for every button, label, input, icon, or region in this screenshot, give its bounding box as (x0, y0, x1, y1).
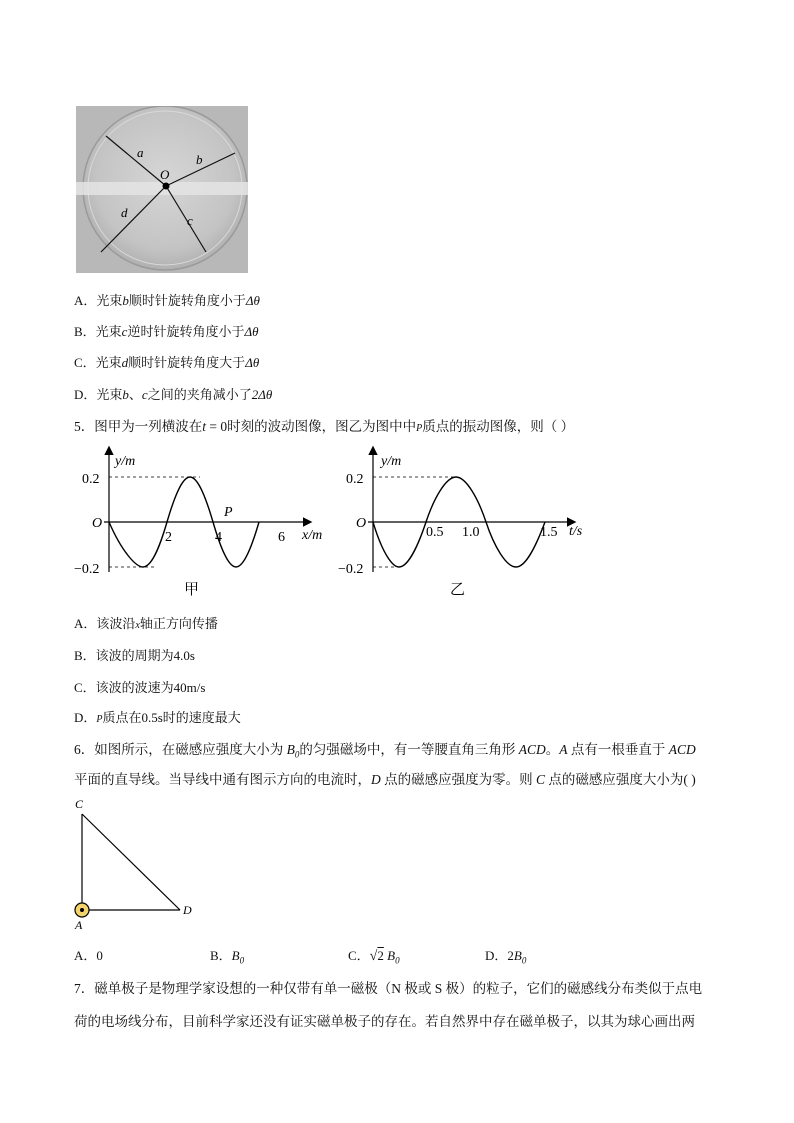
q5-option-d: D．P质点在0.5s时的速度最大 (74, 710, 241, 725)
point-o (163, 183, 170, 190)
q4-option-c: C．光束d顺时针旋转角度大于Δθ (74, 355, 260, 370)
origin-label: O (92, 516, 103, 531)
optics-photo (76, 106, 248, 273)
label-d: d (121, 205, 128, 220)
y-tick-bottom: −0.2 (338, 562, 364, 577)
label-o: O (160, 167, 170, 182)
y-tick-top: 0.2 (346, 472, 364, 487)
label-d: D (183, 903, 192, 917)
q6-option-b: B．$B_0$ (210, 948, 245, 966)
label-c: C (75, 797, 84, 811)
y-tick-bottom: −0.2 (74, 562, 100, 577)
t-tick: 1.5 (540, 525, 558, 540)
label-b: b (196, 152, 203, 167)
y-tick-top: 0.2 (82, 472, 100, 487)
q7-stem-line2: 荷的电场线分布，目前科学家还没有证实磁单极子的存在。若自然界中存在磁单极子，以其为球心画出两 (74, 1014, 695, 1029)
vibration-graph-right (338, 442, 608, 602)
q5-option-a: A．该波沿x轴正方向传播 (74, 616, 218, 631)
q5-option-c: C．该波的波速为40m/s (74, 680, 206, 695)
q5-stem: 5．图甲为一列横波在t = 0时刻的波动图像，图乙为图中中P质点的振动图像，则（ ） (74, 419, 575, 434)
point-p-label: P (224, 505, 233, 520)
label-c: c (187, 213, 193, 228)
glass-slab (76, 182, 248, 195)
q4-option-a: A．光束b顺时针旋转角度小于Δθ (74, 293, 260, 308)
caption-jia: 甲 (184, 582, 200, 598)
x-tick: 4 (215, 530, 222, 545)
q4-option-b: B．光束c逆时针旋转角度小于Δθ (74, 324, 259, 339)
q6-option-d: D．$2B_0$ (485, 948, 527, 966)
q7-stem-line1: 7．磁单极子是物理学家设想的一种仅带有单一磁极（N 极或 S 极）的粒子，它们的磁感线分布类似于点电 (74, 981, 703, 996)
x-tick: 2 (165, 530, 172, 545)
y-axis-label: y/m (115, 454, 136, 469)
q6-option-a: A．0 (74, 948, 103, 963)
label-a: A (75, 918, 83, 932)
q6-stem-line1: 6．如图所示，在磁感应强度大小为 $B_0$的匀强磁场中，有一等腰直角三角形 ACD。A 点有一根垂直于 ACD (74, 742, 696, 760)
q5-option-b: B．该波的周期为4.0s (74, 648, 195, 663)
y-axis-label: y/m (381, 454, 402, 469)
q6-option-c: C．√2 $B_0$ (348, 948, 400, 966)
q6-stem-line2: 平面的直导线。当导线中通有图示方向的电流时，D 点的磁感应强度为零。则 C 点的磁感应强度大小为( ) (74, 772, 696, 787)
wave-graph-left (74, 442, 344, 602)
x-axis-label: t/s (569, 524, 583, 539)
side-cd (82, 814, 180, 910)
q4-option-d: D．光束b、c之间的夹角减小了2Δθ (74, 387, 273, 402)
origin-label: O (356, 516, 367, 531)
x-axis-label: x/m (302, 528, 323, 543)
caption-yi: 乙 (450, 582, 466, 598)
triangle-figure (70, 794, 210, 934)
label-a: a (137, 145, 144, 160)
x-tick: 6 (278, 530, 285, 545)
t-tick: 1.0 (462, 525, 480, 540)
t-tick: 0.5 (426, 525, 444, 540)
